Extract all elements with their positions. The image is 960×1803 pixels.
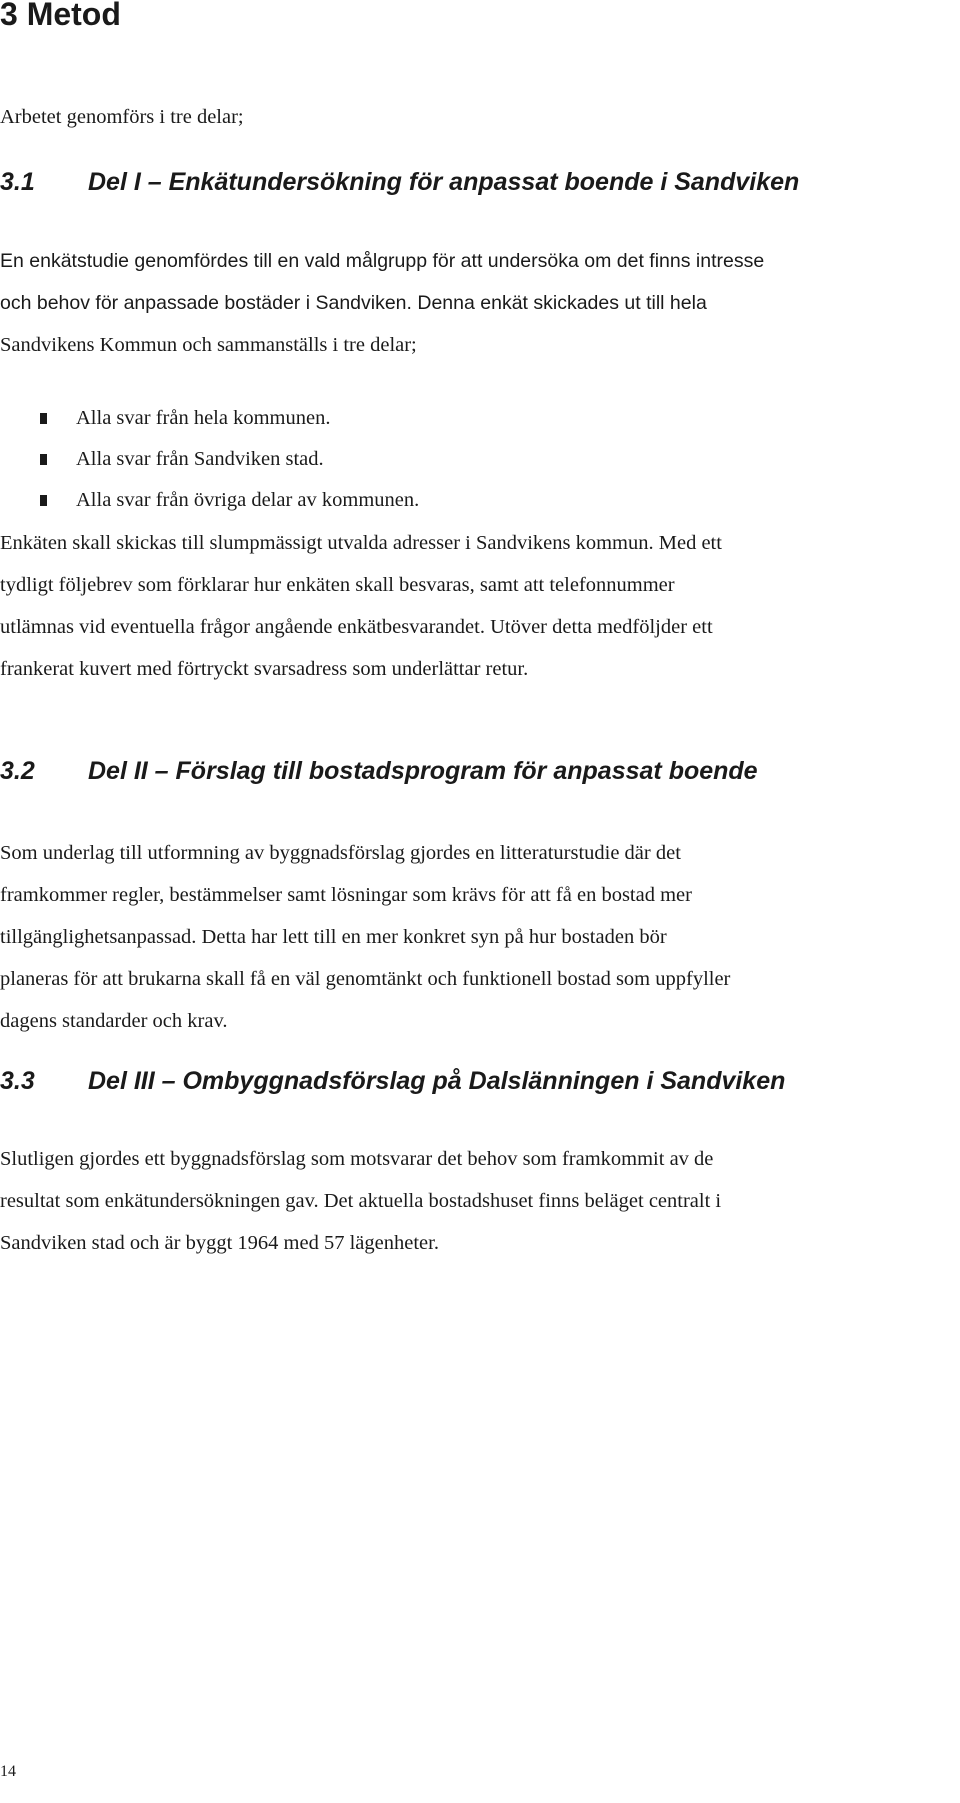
paragraph-line: planeras för att brukarna skall få en väl genomtänkt och funktionell bostad som uppfyller xyxy=(0,968,731,990)
section-3-1-paragraph-2 xyxy=(0,522,960,690)
paragraph-line: dagens standarder och krav. xyxy=(0,1010,228,1032)
list-item xyxy=(0,398,419,439)
bullet-list xyxy=(0,398,419,521)
list-item xyxy=(0,480,419,521)
paragraph-line: Sandviken stad och är byggt 1964 med 57 lägenheter. xyxy=(0,1232,439,1254)
section-3-2-paragraph xyxy=(0,832,960,1042)
list-item-text: Alla svar från övriga delar av kommunen. xyxy=(76,489,420,511)
paragraph-line: Slutligen gjordes ett byggnadsförslag som motsvarar det behov som framkommit av de xyxy=(0,1148,714,1170)
paragraph-line: Enkäten skall skickas till slumpmässigt utvalda adresser i Sandvikens kommun. Med ett xyxy=(0,532,722,554)
paragraph-line: Som underlag till utformning av byggnadsförslag gjordes en litteraturstudie där det xyxy=(0,842,681,864)
section-title: Del II – Förslag till bostadsprogram för anpassat boende xyxy=(88,757,758,785)
section-heading-3-1 xyxy=(0,166,799,198)
section-title: Del I – Enkätundersökning för anpassat boende i Sandviken xyxy=(88,168,800,196)
square-bullet-icon xyxy=(40,495,47,506)
square-bullet-icon xyxy=(40,454,47,465)
list-item xyxy=(0,439,419,480)
section-title: Del III – Ombyggnadsförslag på Dalslänningen i Sandviken xyxy=(88,1067,786,1095)
intro-paragraph: Arbetet genomförs i tre delar; xyxy=(0,106,244,128)
section-heading-3-2 xyxy=(0,755,758,787)
paragraph-line: tydligt följebrev som förklarar hur enkäten skall besvaras, samt att telefonnummer xyxy=(0,574,675,596)
section-3-1-paragraph-1 xyxy=(0,240,960,366)
paragraph-line: Sandvikens Kommun och sammanställs i tre delar; xyxy=(0,334,417,356)
section-3-3-paragraph xyxy=(0,1138,960,1264)
section-number: 3.1 xyxy=(0,168,35,196)
list-item-text: Alla svar från Sandviken stad. xyxy=(76,448,324,470)
paragraph-line: utlämnas vid eventuella frågor angående enkätbesvarandet. Utöver detta medföljder ett xyxy=(0,616,713,638)
paragraph-line: frankerat kuvert med förtryckt svarsadress som underlättar retur. xyxy=(0,658,529,680)
section-number: 3.2 xyxy=(0,757,35,785)
paragraph-line: framkommer regler, bestämmelser samt lösningar som krävs för att få en bostad mer xyxy=(0,884,692,906)
square-bullet-icon xyxy=(40,413,47,424)
paragraph-line-mixed xyxy=(0,282,960,324)
section-heading-3-3 xyxy=(0,1065,785,1097)
page-number: 14 xyxy=(0,1763,16,1780)
paragraph-fragment: och behov för anpassade bostäder i Sandviken. xyxy=(0,292,412,314)
paragraph-line: En enkätstudie genomfördes till en vald målgrupp för att undersöka om det finns intresse xyxy=(0,250,765,272)
paragraph-line: tillgänglighetsanpassad. Detta har lett till en mer konkret syn på hur bostaden bör xyxy=(0,926,667,948)
paragraph-fragment: Denna enkät skickades ut till hela xyxy=(411,292,707,314)
chapter-heading: 3 Metod xyxy=(0,0,121,32)
list-item-text: Alla svar från hela kommunen. xyxy=(76,407,331,429)
section-number: 3.3 xyxy=(0,1067,35,1095)
paragraph-line: resultat som enkätundersökningen gav. Det aktuella bostadshuset finns beläget centralt i xyxy=(0,1190,722,1212)
